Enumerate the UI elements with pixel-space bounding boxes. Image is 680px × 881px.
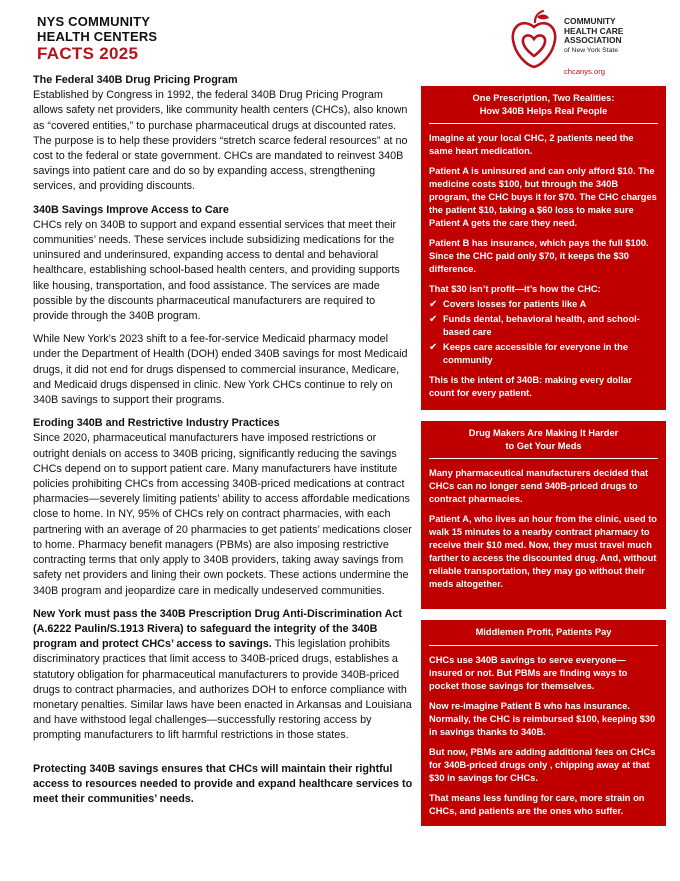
header-line-2: HEALTH CENTERS <box>37 29 158 44</box>
checklist-item <box>429 313 658 339</box>
callout-paragraph: Patient A, who lives an hour from the clinic, used to walk 15 minutes to a nearby contract pharmacy to receive their $10 med. Now, they must travel much farther to access the discounted drug. And, without reliable transportation, they may go without their meds altogether. <box>429 514 657 589</box>
callout-title-line-1: Drug Makers Are Making It Harder <box>468 428 619 438</box>
callout-paragraph: Now re-imagine Patient B who has insurance. Normally, the CHC is reimbursed $100, keeping $30 in savings thanks to 340B. <box>429 700 656 737</box>
checkmark-icon: ✔ <box>429 342 438 353</box>
callout-divider <box>429 645 658 646</box>
callout-divider <box>429 123 658 124</box>
callout-title <box>429 626 658 639</box>
logo-url: chcanys.org <box>564 67 605 76</box>
section-title-access-to-care: 340B Savings Improve Access to Care <box>33 203 229 216</box>
logo-line-4: of New York State <box>564 46 619 54</box>
logo-line-1: COMMUNITY <box>564 16 616 26</box>
logo-line-2: HEALTH CARE <box>564 25 624 36</box>
checkmark-icon: ✔ <box>429 299 438 310</box>
checklist-text: Funds dental, behavioral health, and school-based care <box>443 314 640 337</box>
callout-paragraph: CHCs use 340B savings to serve everyone—insured or not. But PBMs are finding ways to pocket those savings for themselves. <box>429 654 628 691</box>
logo-text <box>564 17 623 55</box>
closing-statement: Protecting 340B savings ensures that CHCs will maintain their rightful access to resources needed to provide and expand healthcare services to meet their communities’ needs. <box>33 762 413 805</box>
paragraph-legislation <box>33 607 413 744</box>
callout-paragraph: That means less funding for care, more strain on CHCs, and patients are the ones who suffer. <box>429 792 645 816</box>
checklist-item <box>429 341 658 367</box>
section-title-340b-program: The Federal 340B Drug Pricing Program <box>33 74 238 86</box>
checklist-item <box>429 298 658 311</box>
callout-paragraph: Patient B has insurance, which pays the full $100. Since the CHC paid only $70, it keeps the $30 difference. <box>429 238 649 274</box>
section-title-eroding-340b: Eroding 340B and Restrictive Industry Practices <box>33 417 280 430</box>
callout-title-line-2: to Get Your Meds <box>505 440 582 451</box>
callout-divider <box>429 458 658 459</box>
callout-box-two-realities <box>421 86 666 410</box>
callout-paragraph: Patient A is uninsured and can only afford $10. The medicine costs $100, but through the 340B program, the CHC buys it for $70. The CHC charges the patient $10, taking a $60 loss to make sure Patient A gets the care they need. <box>429 166 657 228</box>
callout-title <box>429 92 658 117</box>
paragraph-access-to-care: CHCs rely on 340B to support and expand essential services that meet their communities’ needs. These services include subsidizing medications for the uninsured and underinsured, expanding access to dental and behavioral healthcare, establishing school-based health centers, and providing supports like housing, transportation, and food assistance. The services are made possible by the discounts pharmaceutical manufacturers are required to provide through the 340B program. <box>33 218 400 323</box>
legislation-body: This legislation prohibits discriminatory practices that limit access to 340B-priced drugs, establishes a statutory obligation for pharmaceutical manufacturers to provide 340B-priced drugs to contract pharmacies, and authorizes DOH to enforce compliance with monetary penalties. Similar laws have been enacted in Arkansas and Louisiana and have withstood legal challenges—successfully restoring access by prompting manufacturers to lift harmful restrictions in those states. <box>33 638 412 742</box>
logo-line-3: ASSOCIATION <box>564 35 622 46</box>
callout-title-line-2: How 340B Helps Real People <box>479 105 608 116</box>
callout-box-middlemen <box>421 620 666 826</box>
callout-title-line-1: One Prescription, Two Realities: <box>472 93 615 103</box>
main-text-column <box>33 73 413 815</box>
header-line-1: NYS COMMUNITY <box>37 14 151 29</box>
callout-title <box>429 427 658 452</box>
callout-box-drug-makers <box>421 421 666 609</box>
callout-paragraph: This is the intent of 340B: making every dollar count for every patient. <box>429 375 633 398</box>
apple-heart-icon <box>508 10 560 72</box>
legislation-lead: New York must pass the 340B Prescription Drug Anti-Discrimination Act (A.6222 Paulin/S.1913 Rivera) to safeguard the integrity of the 340B program and protect CHCs’ access to savings. <box>33 607 402 651</box>
callout-paragraph: Imagine at your local CHC, 2 patients need the same heart medication. <box>429 133 634 156</box>
chca-logo <box>508 10 668 80</box>
callout-paragraph: But now, PBMs are adding additional fees on CHCs for 340B-priced drugs only , chipping away at that $30 in savings for CHCs. <box>429 746 656 783</box>
paragraph-medicaid-shift: While New York’s 2023 shift to a fee-for-service Medicaid pharmacy model under the Department of Health (DOH) ended 340B savings for most Medicaid drugs, it did not end for drugs dispensed to commercial insurance, Medicare, and Medicaid drugs dispensed in clinic. New York CHCs continue to rely on 340B savings to support their programs. <box>33 333 408 407</box>
document-header <box>37 14 157 64</box>
callout-paragraph: That $30 isn’t profit—it’s how the CHC: <box>429 284 601 294</box>
paragraph-340b-program: Established by Congress in 1992, the federal 340B Drug Pricing Program allows safety net providers, like community health centers (CHCs), also known as “covered entities,” to purchase pharmaceutical drugs at discounted rates. The purpose is to help these providers “stretch scarce federal resources” at no cost to the federal or state government. CHCs are mandated to reinvest 340B savings into patient care and do so by expanding access, strengthening services, and providing discounts. <box>33 89 408 193</box>
header-title: FACTS 2025 <box>37 44 139 63</box>
callout-title-line-1: Middlemen Profit, Patients Pay <box>475 627 612 637</box>
checkmark-icon: ✔ <box>429 314 438 325</box>
checklist-text: Keeps care accessible for everyone in the community <box>443 342 628 365</box>
checklist-text: Covers losses for patients like A <box>443 299 587 309</box>
callout-paragraph: Many pharmaceutical manufacturers decided that CHCs can no longer send 340B-priced drugs to contract pharmacies. <box>429 468 649 504</box>
paragraph-eroding-340b: Since 2020, pharmaceutical manufacturers have imposed restrictions or outright denials on access to 340B pricing, significantly reducing the savings CHCs depend on to support patient care. Many manufacturers have institute policies prohibiting CHCs from accessing 340B-priced medications at contract pharmacies—severely limiting patients’ ability to access affordable medications close to home. In NY, 95% of CHCs rely on contract pharmacies, with each partnering with an average of 20 pharmacies to get patients’ medications closer to home. Pharmacy benefit managers (PBMs) are also imposing restrictive contracting terms that only apply to 340B providers, taking away savings from safety net providers and lining their own pockets. These actions undermine the 340B program and jeopardize care in medically undeserved communities. <box>33 432 412 597</box>
